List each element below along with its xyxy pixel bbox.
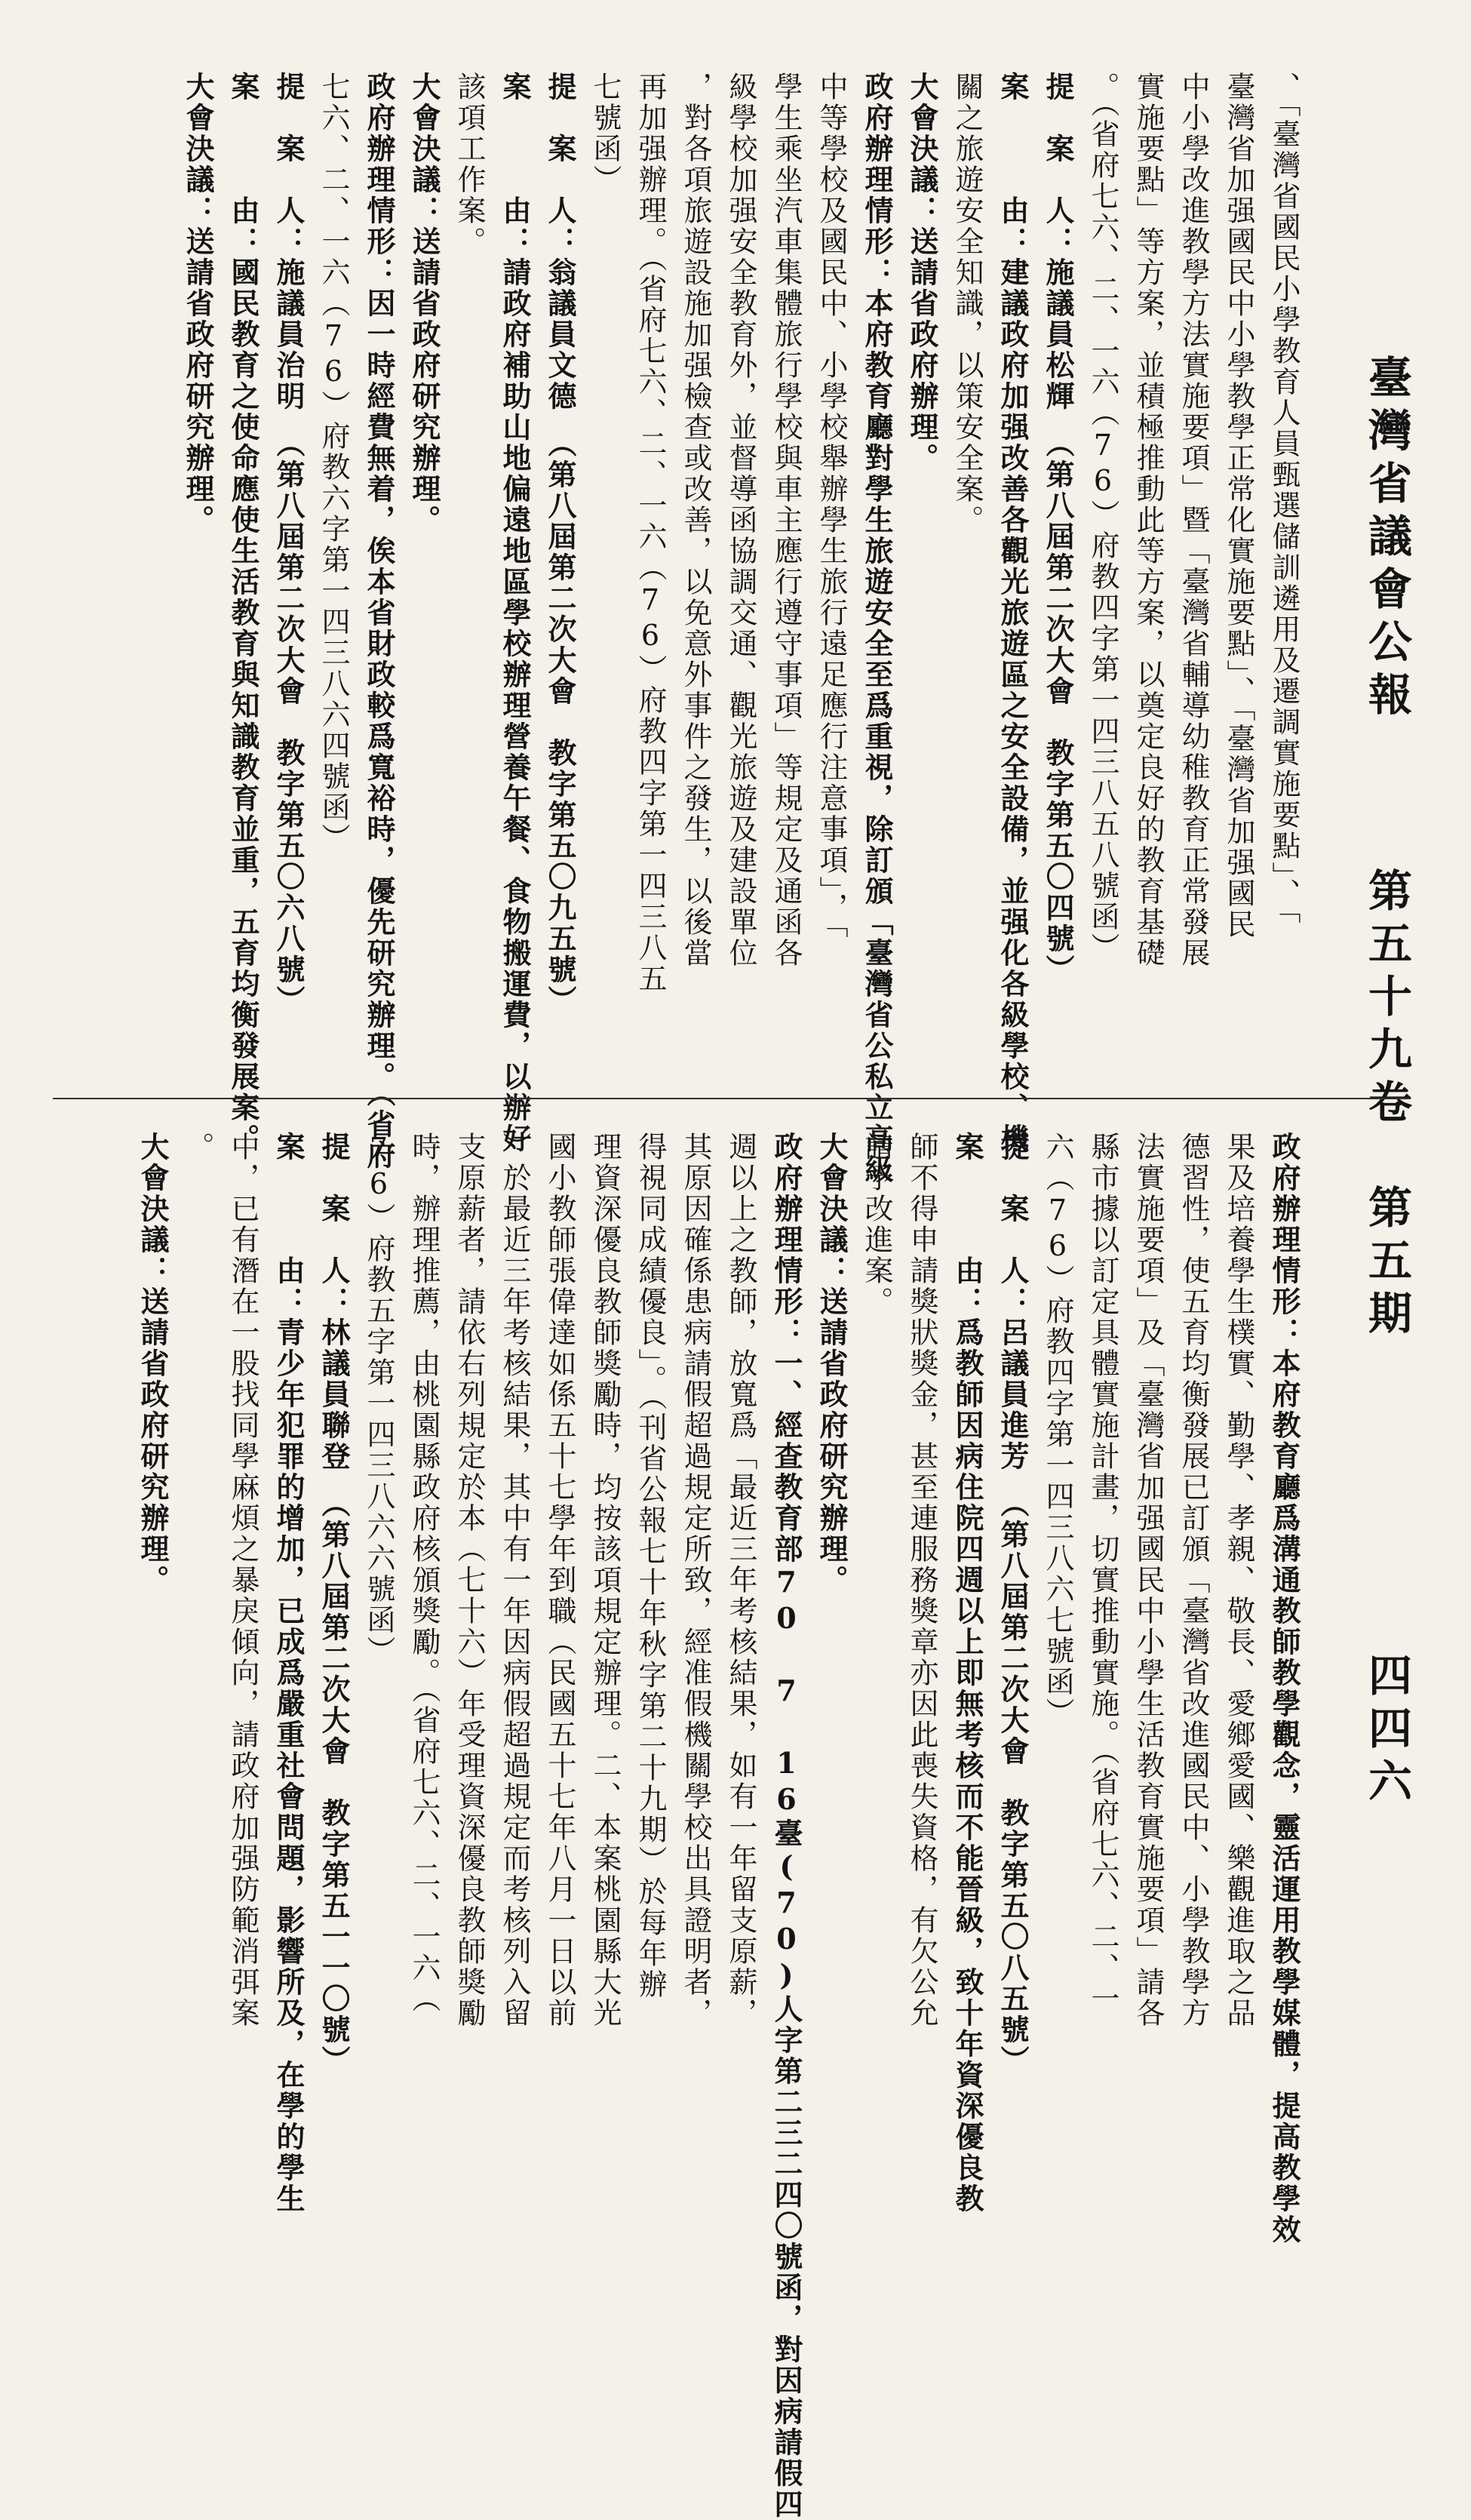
text-column: 縣市據以訂定具體實施計畫，切實推動實施。（省府七六、二、一	[1086, 1132, 1119, 2014]
text-column: 請予改進案。	[860, 1132, 893, 1317]
gazette-title: 臺灣省議會公報	[1361, 355, 1412, 724]
subject-line: 案 由：國民教育之使命應使生活教育與知識教育並重，五育均衡發展案。	[226, 72, 260, 1154]
text-column: 、「臺灣省國民小學教育人員甄選儲訓遴用及遷調實施要點」、「	[1267, 72, 1301, 926]
section-divider	[53, 1098, 1411, 1099]
proposer-line: 提 案 人：翁議員文德 （第八屆第二次大會 教字第五〇九五號）	[543, 72, 577, 1016]
resolution-line: 大會決議：送請省政府研究辦理。	[136, 1132, 170, 1596]
text-column: 其原因確係患病請假超過規定所致，經准假機關學校出具證明者，	[679, 1132, 712, 2029]
resolution-line: 大會決議：送請省政府研究辦理。	[815, 1132, 849, 1596]
proposer-line: 提 案 人：施議員松輝 （第八屆第二次大會 教字第五〇四號）	[1041, 72, 1075, 985]
text-column: 再加强辦理。（省府七六、二、一六（76）府教四字第一四三八五	[634, 72, 667, 994]
text-column: ）於最近三年考核結果，其中有一年因病假超過規定而考核列入留	[498, 1132, 531, 2029]
resolution-line: 大會決議：送請省政府研究辦理。	[181, 72, 215, 536]
text-column: 實施要點」等方案，並積極推動此等方案，以奠定良好的教育基礎	[1132, 72, 1165, 969]
text-column: 。（省府七六、二、一六（76）府教四字第一四三八五八號函）	[1086, 72, 1119, 963]
text-column: 七六、二、一六（76）府教六字第一四三八六四號函）	[317, 72, 350, 854]
handling-line: 政府辦理情形：本府教育廳爲溝通教師教學觀念，靈活運用教學媒體，提高教學效	[1267, 1132, 1301, 2245]
text-column: 法實施要項」及「臺灣省加强國民中小學生活教育實施要項」請各	[1132, 1132, 1165, 2029]
page-number: 四四六	[1361, 1652, 1412, 1811]
text-column: 學生乘坐汽車集體旅行學校與車主應行遵守事項」等規定及通函各	[769, 72, 803, 969]
issue-number: 第五期	[1361, 1185, 1412, 1343]
text-column: 級學校加强安全教育外，並督導函協調交通、觀光旅遊及建設單位	[724, 72, 757, 969]
proposer-line: 提 案 人：林議員聯登 （第八屆第二次大會 教字第五一一〇號）	[317, 1132, 351, 2076]
handling-line: 政府辦理情形：因一時經費無着，俟本省財政較爲寬裕時，優先研究辦理。（省府	[362, 72, 396, 1171]
text-column: 國小教師張偉達如係五十七學年到職（民國五十七年八月一日以前	[543, 1132, 576, 2029]
resolution-line: 大會決議：送請省政府辦理。	[905, 72, 939, 474]
resolution-line: 大會決議：送請省政府研究辦理。	[407, 72, 441, 536]
handling-line: 政府辦理情形：一、經查教育部70 7 16臺(70)人字第二三二四〇號函，對因病請假四	[769, 1132, 803, 2520]
text-column: 76）府教五字第一四三八六六號函）	[362, 1132, 395, 1667]
subject-line: 案 由：請政府補助山地偏遠地區學校辦理營養午餐、食物搬運費，以辦好	[498, 72, 532, 1154]
text-column: 。	[181, 1132, 214, 1163]
text-column: 該項工作案。	[453, 72, 486, 257]
subject-line: 案 由：建議政府加强改善各觀光旅遊區之安全設備，並强化各級學校、機	[996, 72, 1030, 1154]
volume-number: 第五十九卷	[1361, 868, 1412, 1132]
proposer-line: 提 案 人：呂議員進芳 （第八屆第二次大會 教字第五〇八五號）	[996, 1132, 1030, 2076]
text-column: 六（76）府教四字第一四三八六七號函）	[1041, 1132, 1074, 1729]
text-column: 中等學校及國民中、小學校舉辦學生旅行遠足應行注意事項」，「	[815, 72, 848, 940]
handling-line: 政府辦理情形：本府教育廳對學生旅遊安全至爲重視，除訂頒「臺灣省公私立高級	[860, 72, 894, 1185]
subject-line: 案 由：青少年犯罪的增加，已成爲嚴重社會問題，影響所及，在學的學生	[272, 1132, 306, 2214]
text-column: 果及培養學生樸實、勤學、孝親、敬長、愛鄉愛國、樂觀進取之品	[1222, 1132, 1255, 2029]
proposer-line: 提 案 人：施議員治明 （第八屆第二次大會 教字第五〇六八號）	[272, 72, 306, 1016]
text-column: 時，辦理推薦，由桃園縣政府核頒獎勵。（省府七六、二、一六（	[407, 1132, 441, 2014]
text-column: 臺灣省加强國民中小學教學正常化實施要點」、「臺灣省加强國民	[1222, 72, 1255, 940]
text-column: 得視同成績優良」。（刊省公報七十年秋字第二十九期）於每年辦	[634, 1132, 667, 2000]
text-column: 支原薪者，請依右列規定於本（七十六）年受理資深優良教師獎勵	[453, 1132, 486, 2029]
text-column: 中，已有潛在一股找同學麻煩之暴戾傾向，請政府加强防範消弭案	[226, 1132, 259, 2029]
text-column: 關之旅遊安全知識，以策安全案。	[950, 72, 984, 536]
text-column: ，對各項旅遊設施加强檢查或改善，以免意外事件之發生，以後當	[679, 72, 712, 969]
text-column: 七號函）	[588, 72, 622, 195]
text-column: 週以上之教師，放寬爲「最近三年考核結果，如有一年留支原薪，	[724, 1132, 757, 2029]
subject-line: 案 由：爲教師因病住院四週以上即無考核而不能晉級，致十年資深優良教	[950, 1132, 984, 2214]
text-column: 中小學改進教學方法實施要項」暨「臺灣省輔導幼稚教育正常發展	[1177, 72, 1210, 969]
text-column: 理資深優良教師獎勵時，均按該項規定辦理。二、本案桃園縣大光	[588, 1132, 622, 2029]
text-column: 師不得申請獎狀獎金，甚至連服務獎章亦因此喪失資格，有欠公允	[905, 1132, 938, 2029]
text-column: 德習性，使五育均衡發展已訂頒「臺灣省改進國民中、小學教學方	[1177, 1132, 1210, 2029]
